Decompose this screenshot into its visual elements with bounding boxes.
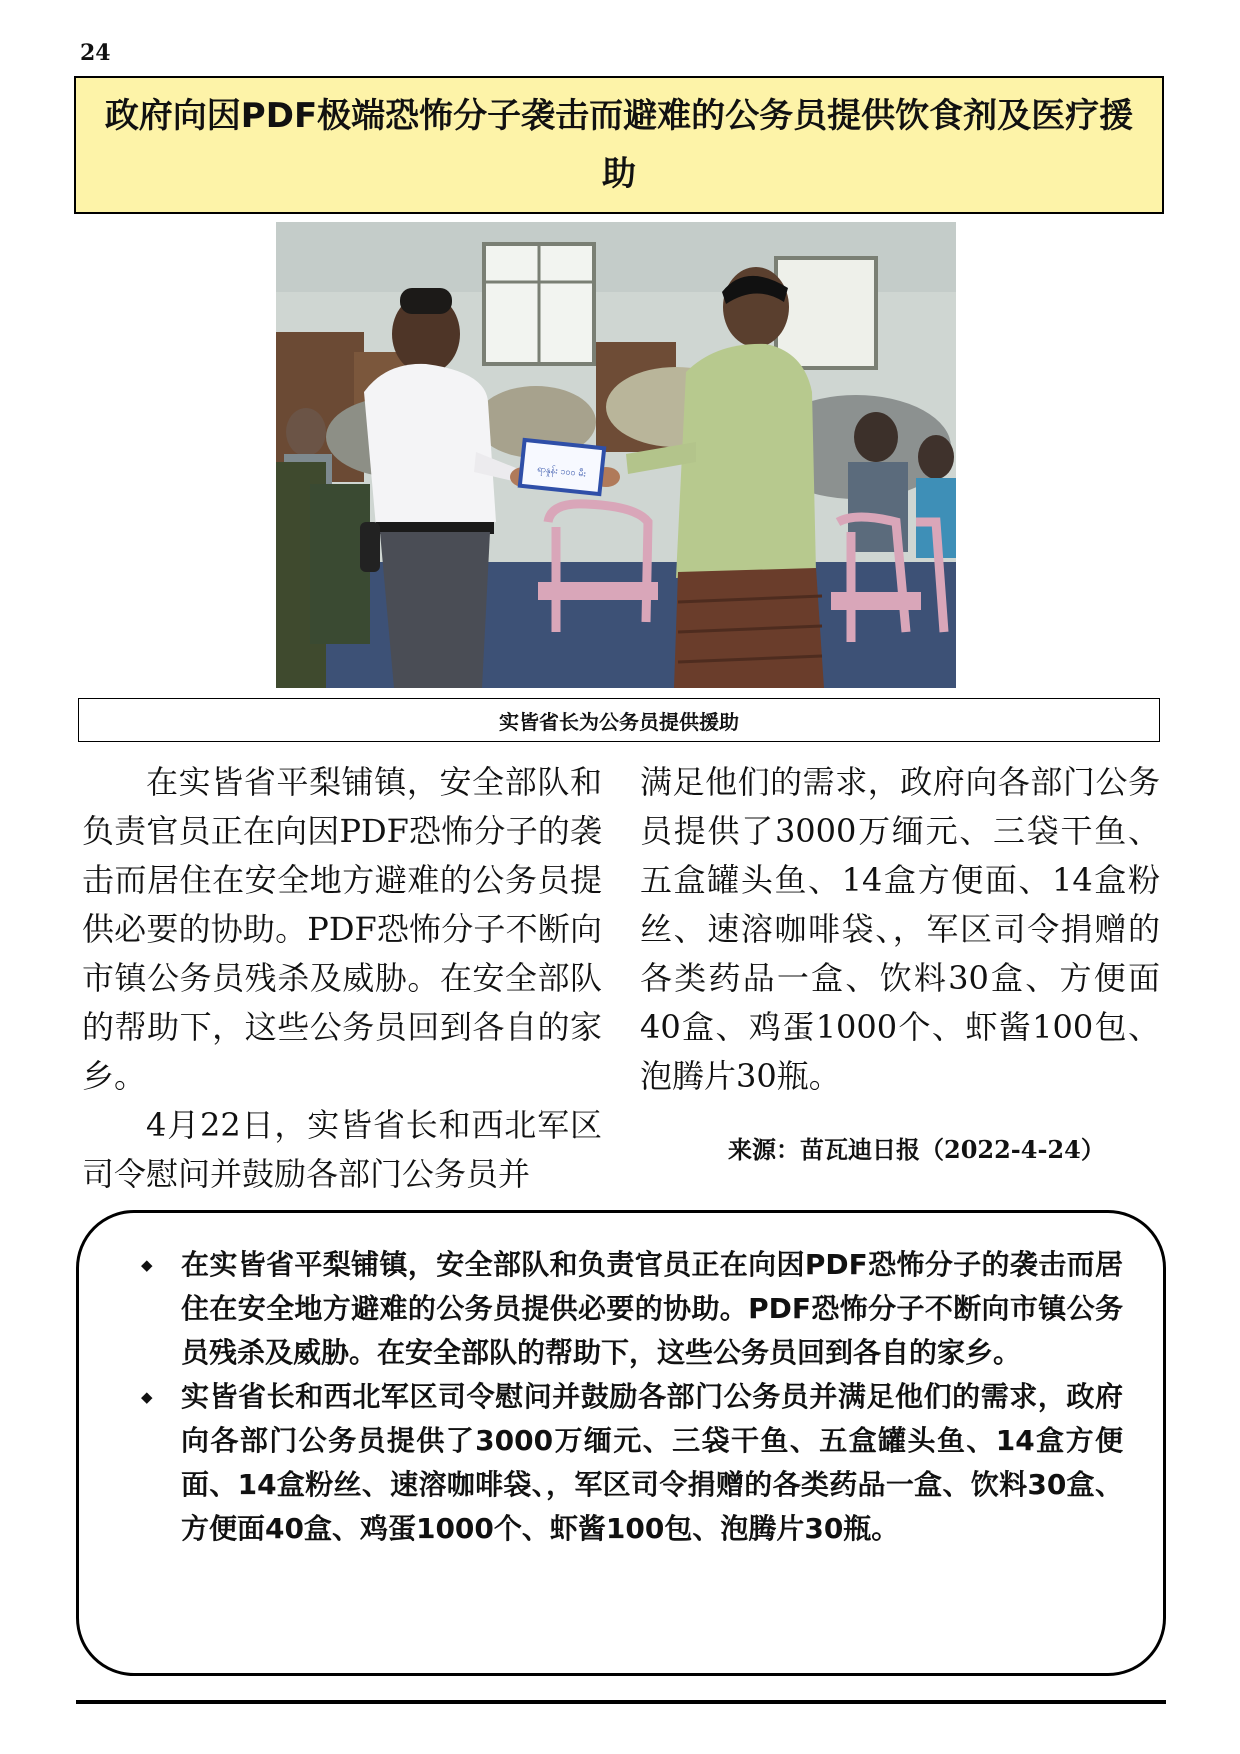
summary-item-text: 实皆省长和西北军区司令慰问并鼓励各部门公务员并满足他们的需求，政府向各部门公务员提供了3000万缅元、三袋干鱼、五盒罐头鱼、14盒方便面、14盒粉丝、速溶咖啡袋、，军区司令捐赠的各类药品一盒、饮料30盒、方便面40盒、鸡蛋1000个、虾酱100包、泡腾片30瓶。 (181, 1380, 1123, 1545)
diamond-bullet-icon: ◆ (141, 1256, 153, 1274)
headline-box (74, 76, 1164, 214)
article-paragraph-2-continued: 满足他们的需求，政府向各部门公务员提供了3000万缅元、三袋干鱼、五盒罐头鱼、14盒方便面、14盒粉丝、速溶咖啡袋、，军区司令捐赠的各类药品一盒、饮料30盒、方便面40盒、鸡蛋1000个、虾酱100包、泡腾片30瓶。 (640, 763, 1160, 1095)
photo-caption (78, 698, 1160, 742)
event-photo (276, 222, 956, 688)
page-number: 24 (80, 40, 111, 66)
article-column-left (82, 758, 602, 1199)
diamond-bullet-icon: ◆ (141, 1388, 153, 1406)
summary-item-text: 在实皆省平梨铺镇，安全部队和负责官员正在向因PDF恐怖分子的袭击而居住在安全地方避难的公务员提供必要的协助。PDF恐怖分子不断向市镇公务员残杀及威胁。在安全部队的帮助下，这些公务员回到各自的家乡。 (181, 1248, 1123, 1369)
article-column-right (640, 758, 1160, 1101)
summary-box (76, 1210, 1166, 1676)
headline: 政府向因PDF极端恐怖分子袭击而避难的公务员提供饮食剂及医疗援助 (104, 96, 1134, 194)
footer-rule (76, 1700, 1166, 1704)
source-credit: 来源：苗瓦迪日报（2022-4-24） (728, 1135, 1105, 1164)
summary-list (119, 1243, 1123, 1551)
gift-box-label: ရာနှုန်း ၁၀၀ မီး (536, 464, 587, 480)
article-paragraph-1: 在实皆省平梨铺镇，安全部队和负责官员正在向因PDF恐怖分子的袭击而居住在安全地方避难的公务员提供必要的协助。PDF恐怖分子不断向市镇公务员残杀及威胁。在安全部队的帮助下，这些公务员回到各自的家乡。 (82, 763, 602, 1095)
summary-item (119, 1375, 1123, 1551)
summary-item (119, 1243, 1123, 1375)
article-paragraph-2: 4月22日，实皆省长和西北军区司令慰问并鼓励各部门公务员并 (82, 1106, 602, 1193)
photo-caption-text: 实皆省长为公务员提供援助 (499, 709, 739, 734)
